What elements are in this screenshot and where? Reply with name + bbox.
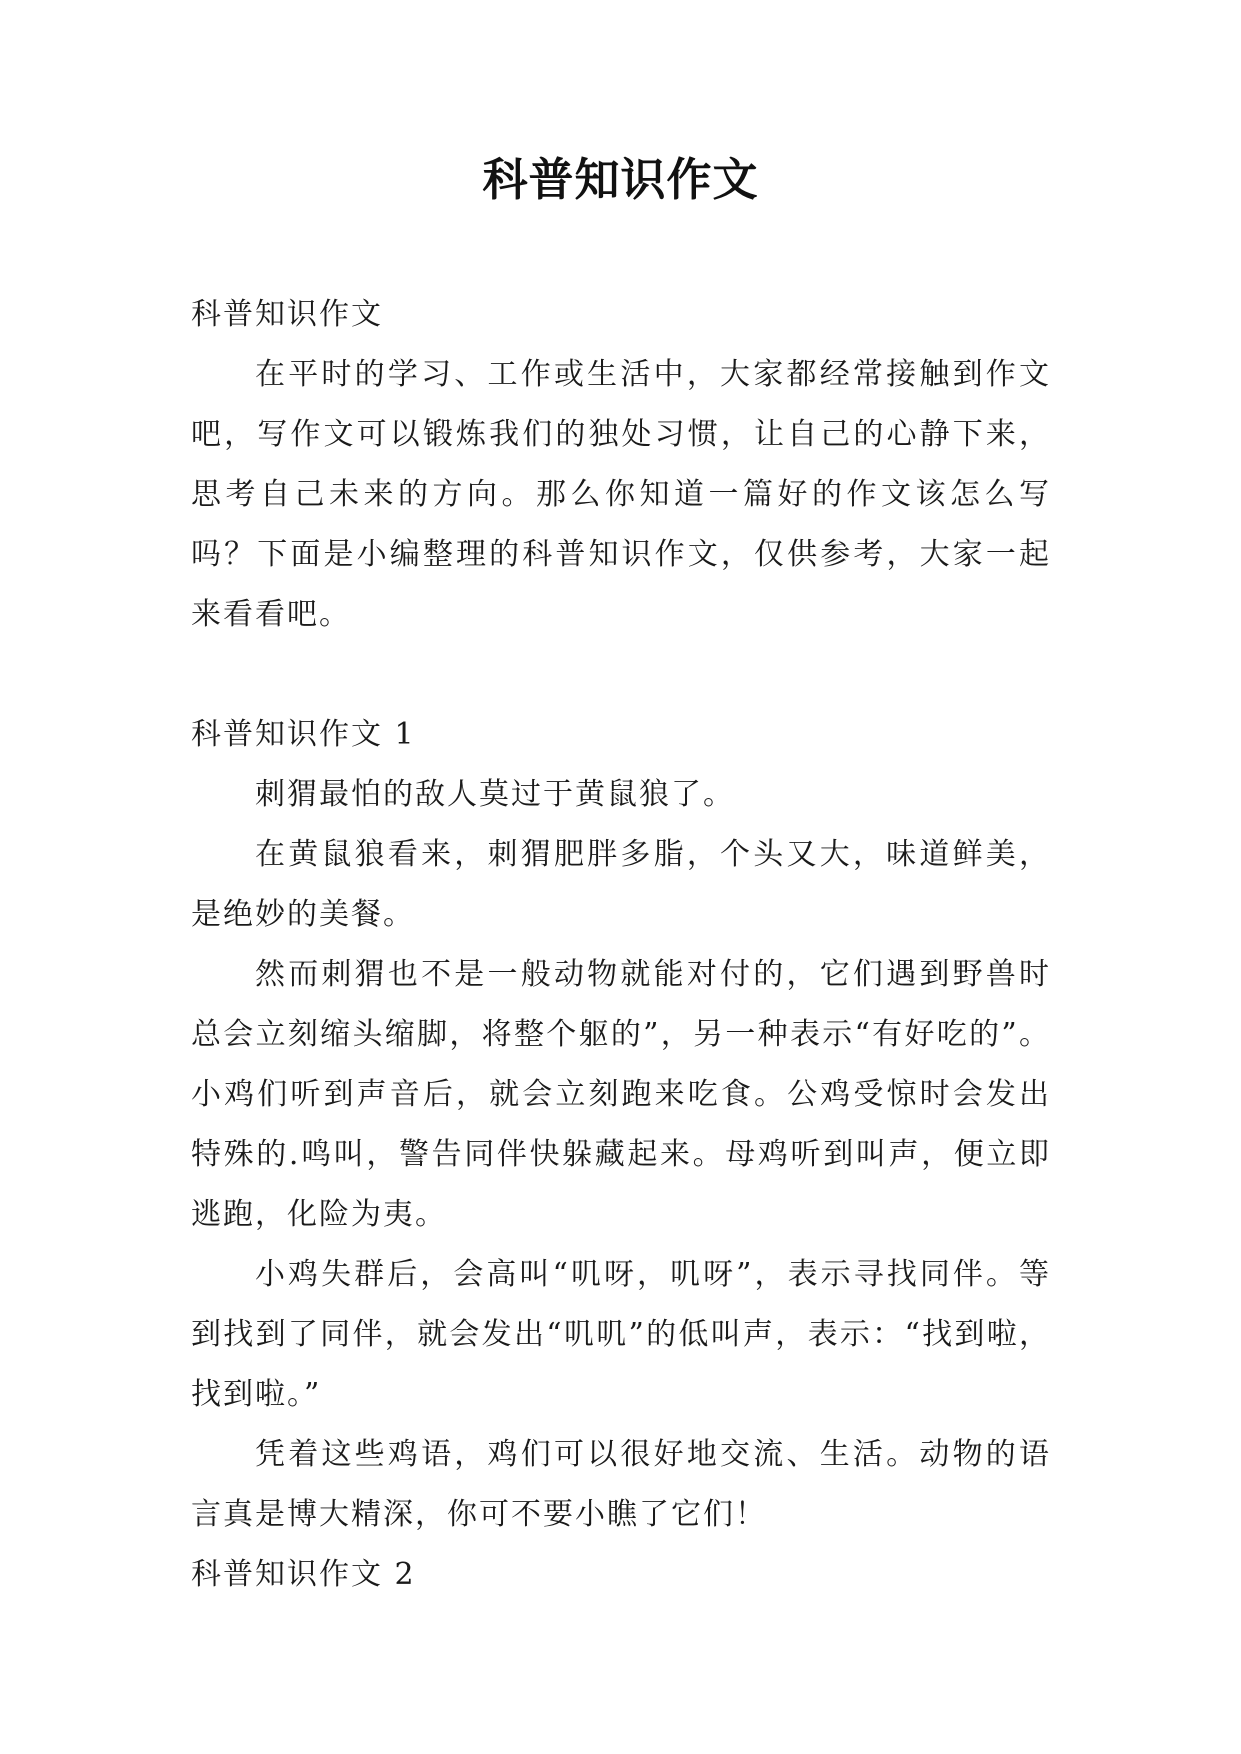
paragraph: 然而刺猬也不是一般动物就能对付的，它们遇到野兽时总会立刻缩头缩脚，将整个躯的”，另一种表示“有好吃的”。小鸡们听到声音后，就会立刻跑来吃食。公鸡受惊时会发出特殊的.鸣叫，警告同伴快躲藏起来。母鸡听到叫声，便立即逃跑，化险为夷。 [191,957,1051,1232]
spacer [191,645,1051,705]
section-heading: 科普知识作文 [191,297,383,332]
document-title: 科普知识作文 [482,153,759,206]
document-body [191,285,1051,1605]
paragraph: 凭着这些鸡语，鸡们可以很好地交流、生活。动物的语言真是博大精深，你可不要小瞧了它们！ [191,1437,1051,1532]
paragraph: 刺猬最怕的敌人莫过于黄鼠狼了。 [255,777,735,812]
section-heading: 科普知识作文 1 [191,717,416,752]
paragraph: 在黄鼠狼看来，刺猬肥胖多脂，个头又大，味道鲜美，是绝妙的美餐。 [191,837,1051,932]
paragraph: 在平时的学习、工作或生活中，大家都经常接触到作文吧，写作文可以锻炼我们的独处习惯，让自己的心静下来，思考自己未来的方向。那么你知道一篇好的作文该怎么写吗？下面是小编整理的科普知识作文，仅供参考，大家一起来看看吧。 [191,357,1051,632]
section-heading: 科普知识作文 2 [191,1557,416,1592]
paragraph: 小鸡失群后，会高叫“叽呀，叽呀”，表示寻找同伴。等到找到了同伴，就会发出“叽叽”的低叫声，表示：“找到啦，找到啦。” [191,1257,1051,1412]
